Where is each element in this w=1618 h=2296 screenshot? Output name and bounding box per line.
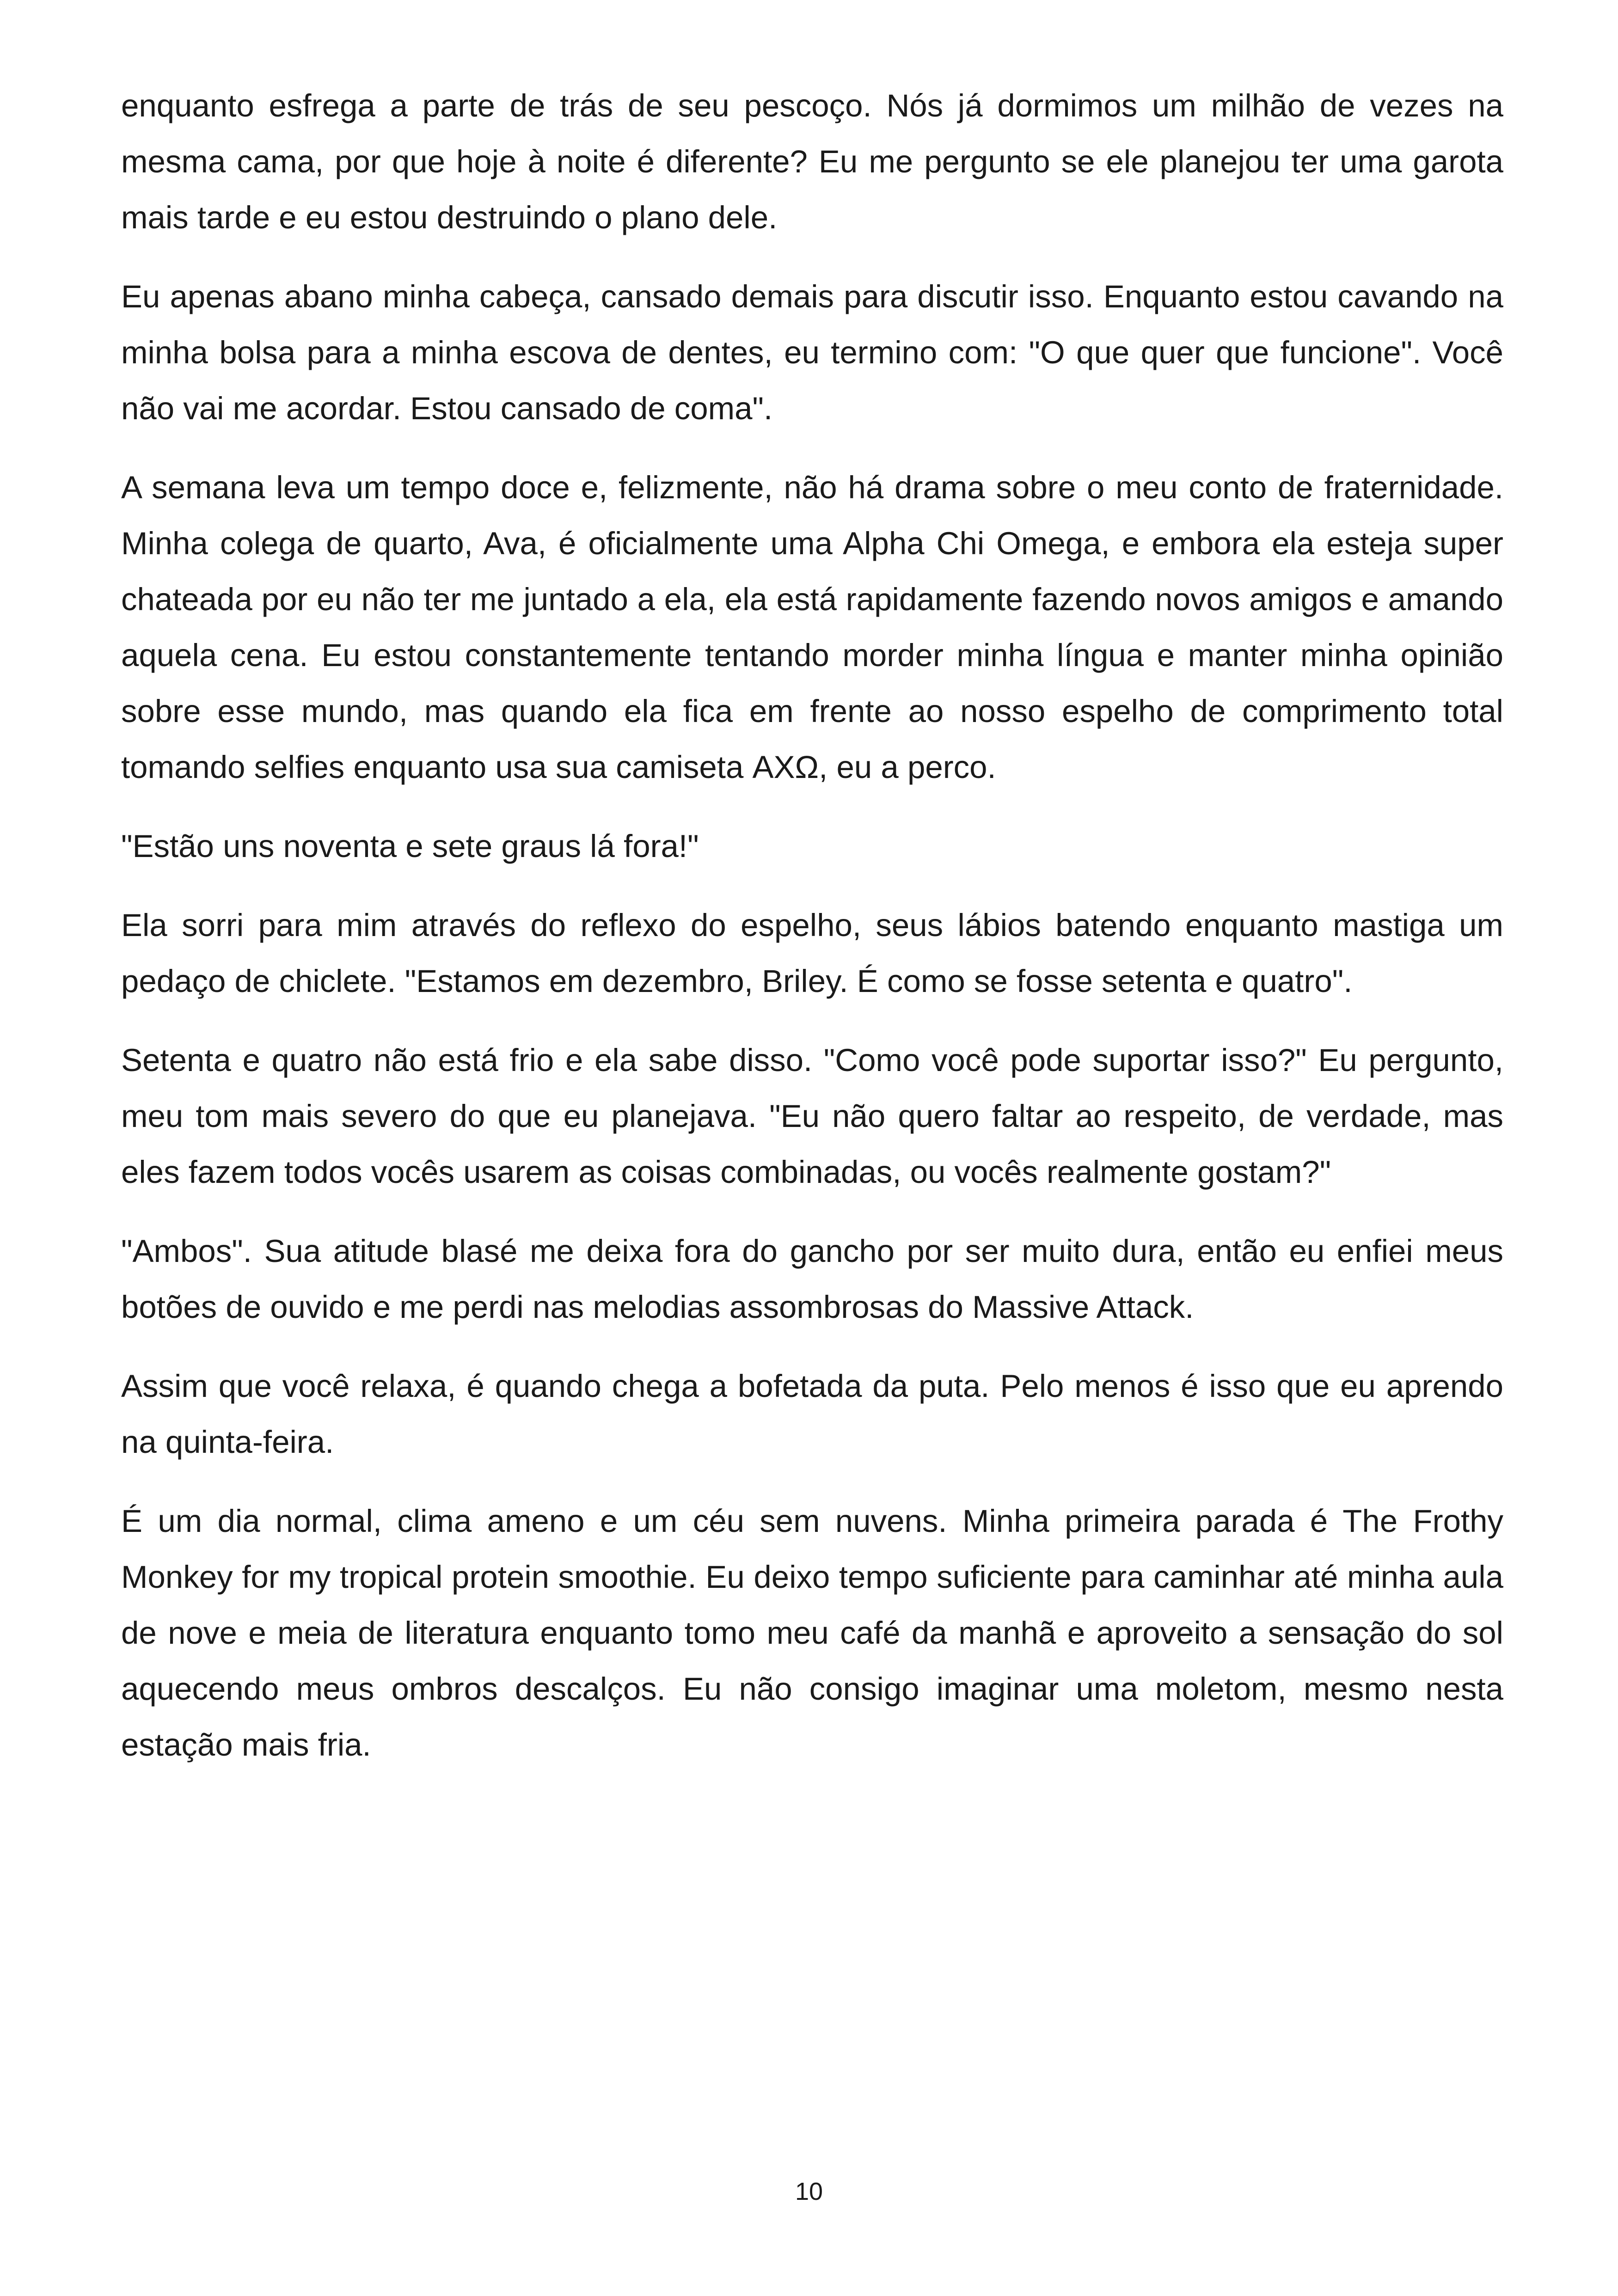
paragraph-8: Assim que você relaxa, é quando chega a bofetada da puta. Pelo menos é isso que eu aprendo na quinta-feira. <box>121 1368 1503 1460</box>
paragraph-7: "Ambos". Sua atitude blasé me deixa fora do gancho por ser muito dura, então eu enfiei meus botões de ouvido e me perdi nas melodias assombrosas do Massive Attack. <box>121 1233 1503 1325</box>
paragraph-1: enquanto esfrega a parte de trás de seu pescoço. Nós já dormimos um milhão de vezes na mesma cama, por que hoje à noite é diferente? Eu me pergunto se ele planejou ter uma garota mais tarde e eu estou destruindo o plano dele. <box>121 88 1503 235</box>
paragraph-2: Eu apenas abano minha cabeça, cansado demais para discutir isso. Enquanto estou cavando na minha bolsa para a minha escova de dentes, eu termino com: "O que quer que funcione". Você não vai me acordar. Estou cansado de coma". <box>121 279 1503 426</box>
paragraph-4: "Estão uns noventa e sete graus lá fora!" <box>121 828 699 864</box>
page-number: 10 <box>795 2178 823 2205</box>
paragraph-9: É um dia normal, clima ameno e um céu sem nuvens. Minha primeira parada é The Frothy Monkey for my tropical protein smoothie. Eu deixo tempo suficiente para caminhar até minha aula de nove e meia de literatura enquanto tomo meu café da manhã e aproveito a sensação do sol aquecendo meus ombros descalços. Eu não consigo imaginar uma moletom, mesmo nesta estação mais fria. <box>121 1503 1503 1763</box>
paragraph-3: A semana leva um tempo doce e, felizmente, não há drama sobre o meu conto de fraternidade. Minha colega de quarto, Ava, é oficialmente uma Alpha Chi Omega, e embora ela esteja super chateada por eu não ter me juntado a ela, ela está rapidamente fazendo novos amigos e amando aquela cena. Eu estou constantemente tentando morder minha língua e manter minha opinião sobre esse mundo, mas quando ela fica em frente ao nosso espelho de comprimento total tomando selfies enquanto usa sua camiseta ΑΧΩ, eu a perco. <box>121 470 1503 785</box>
paragraph-6: Setenta e quatro não está frio e ela sabe disso. "Como você pode suportar isso?" Eu pergunto, meu tom mais severo do que eu planejava. "Eu não quero faltar ao respeito, de verdade, mas eles fazem todos vocês usarem as coisas combinadas, ou vocês realmente gostam?" <box>121 1042 1503 1190</box>
body-text <box>121 78 1503 1796</box>
paragraph-5: Ela sorri para mim através do reflexo do espelho, seus lábios batendo enquanto mastiga um pedaço de chiclete. "Estamos em dezembro, Briley. É como se fosse setenta e quatro". <box>121 907 1503 999</box>
